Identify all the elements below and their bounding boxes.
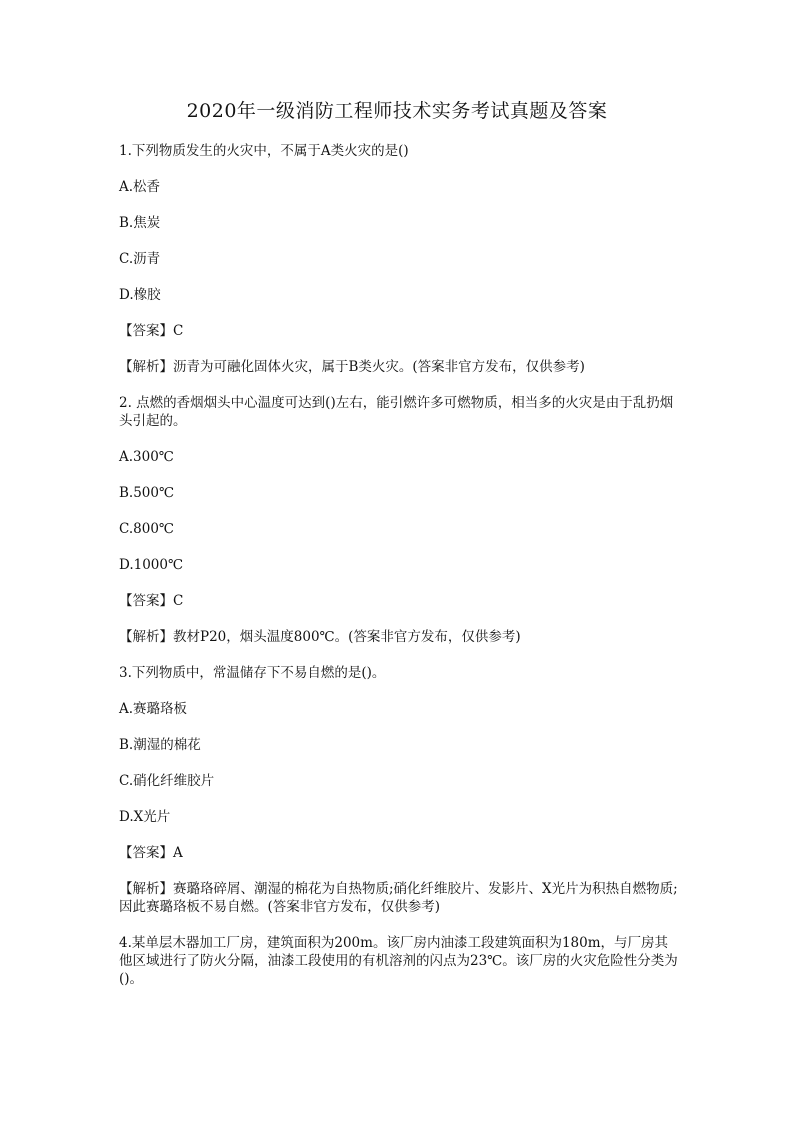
question-1-answer: 【答案】C xyxy=(119,323,184,339)
question-2-option-b: B.500℃ xyxy=(119,485,175,501)
question-1-option-b: B.焦炭 xyxy=(119,215,161,231)
document-title: 2020年一级消防工程师技术实务考试真题及答案 xyxy=(186,100,608,122)
question-3-option-a: A.赛璐珞板 xyxy=(119,701,188,717)
question-2-option-d: D.1000℃ xyxy=(119,557,184,573)
question-3-option-d: D.X光片 xyxy=(119,809,171,825)
question-3-analysis: 【解析】赛璐珞碎屑、潮湿的棉花为自热物质;硝化纤维胶片、发影片、X光片为积热自燃物质;因此赛璐珞板不易自燃。(答案非官方发布，仅供参考) xyxy=(119,881,678,915)
question-3-option-b: B.潮湿的棉花 xyxy=(119,737,201,753)
question-1-stem: 1.下列物质发生的火灾中，不属于A类火灾的是() xyxy=(119,143,409,159)
question-3-option-c: C.硝化纤维胶片 xyxy=(119,773,215,789)
document-body xyxy=(119,142,679,988)
question-3-stem: 3.下列物质中，常温储存下不易自燃的是()。 xyxy=(119,665,386,681)
question-1-option-a: A.松香 xyxy=(119,179,161,195)
question-4-stem: 4.某单层木器加工厂房，建筑面积为200m。该厂房内油漆工段建筑面积为180m，与厂房其他区域进行了防火分隔，油漆工段使用的有机溶剂的闪点为23℃。该厂房的火灾危险性分类为()。 xyxy=(119,935,678,987)
question-1-option-c: C.沥青 xyxy=(119,251,161,267)
question-2-answer: 【答案】C xyxy=(119,593,184,609)
question-2-stem: 2. 点燃的香烟烟头中心温度可达到()左右，能引燃许多可燃物质，相当多的火灾是由于乱扔烟头引起的。 xyxy=(119,395,674,429)
question-3-answer: 【答案】A xyxy=(119,845,183,861)
question-2-option-a: A.300℃ xyxy=(119,449,174,465)
question-2-option-c: C.800℃ xyxy=(119,521,175,537)
question-2-analysis: 【解析】教材P20，烟头温度800℃。(答案非官方发布，仅供参考) xyxy=(119,629,521,645)
question-1-analysis: 【解析】沥青为可融化固体火灾，属于B类火灾。(答案非官方发布，仅供参考) xyxy=(119,359,585,375)
question-1-option-d: D.橡胶 xyxy=(119,287,161,303)
